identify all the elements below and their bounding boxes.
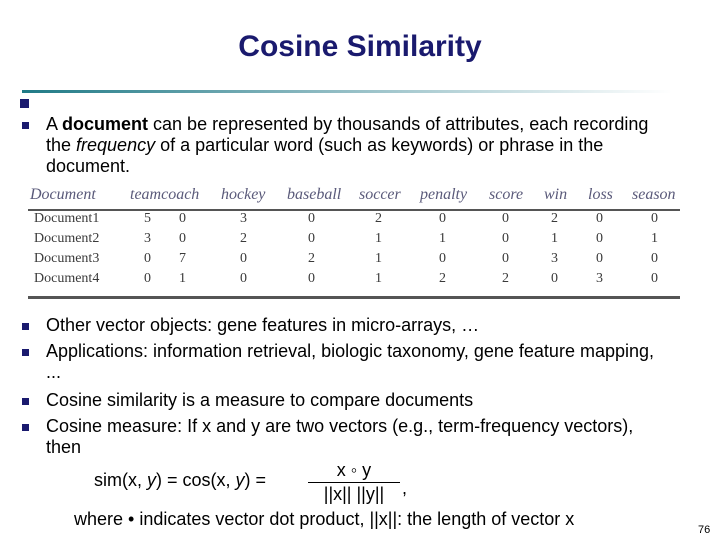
table-cell: 0	[179, 211, 186, 226]
table-cell: 0	[651, 271, 658, 286]
table-cell: 3	[551, 251, 558, 266]
table-cell: 0	[240, 271, 247, 286]
fraction-bar	[308, 482, 400, 483]
table-header-cell: soccer	[359, 186, 401, 203]
table-cell: 0	[596, 211, 603, 226]
bullet-marker	[22, 349, 29, 356]
table-row	[28, 249, 680, 269]
table-row-label: Document1	[34, 211, 100, 226]
bullet-document-representation: A document can be represented by thousands of attributes, each recording the frequency of a particular word (such as keywords) or phrase in the document.	[46, 114, 649, 176]
table-cell: 0	[144, 251, 151, 266]
table-cell: 0	[439, 211, 446, 226]
table-cell: 1	[551, 231, 558, 246]
table-cell: 2	[308, 251, 315, 266]
table-header-cell: hockey	[221, 186, 266, 203]
table-cell: 5	[144, 211, 151, 226]
table-cell: 1	[179, 271, 186, 286]
table-header-cell: score	[489, 186, 524, 203]
table-cell: 0	[144, 271, 151, 286]
formula-fraction	[308, 460, 400, 505]
table-row-label: Document2	[34, 231, 100, 246]
table-header-cell: teamcoach	[130, 186, 200, 203]
bullet-other-vectors: Other vector objects: gene features in micro-arrays, …	[46, 315, 480, 335]
formula-denominator: ||x|| ||y||	[323, 484, 385, 504]
bold-term: document	[62, 114, 149, 134]
formula-lhs: sim(x, y) = cos(x, y) =	[94, 470, 267, 490]
table-cell: 2	[375, 211, 382, 226]
table-cell: 3	[240, 211, 247, 226]
table-cell: 0	[240, 251, 247, 266]
table-row-label: Document4	[34, 271, 100, 286]
term-frequency-table	[28, 182, 680, 300]
table-header-cell: season	[632, 186, 676, 203]
table-row	[28, 229, 680, 249]
bullet-marker	[22, 424, 29, 431]
bullet-cosine-measure: Cosine measure: If x and y are two vectors (e.g., term-frequency vectors), then	[46, 416, 634, 457]
table-header-cell: loss	[588, 186, 613, 203]
table-cell: 0	[308, 271, 315, 286]
table-cell: 0	[651, 251, 658, 266]
bullet-marker-top	[20, 99, 29, 108]
table-cell: 0	[502, 211, 509, 226]
table-row-label: Document3	[34, 251, 100, 266]
bullet-marker	[22, 122, 29, 129]
italic-term: frequency	[76, 135, 156, 155]
table-cell: 2	[240, 231, 247, 246]
table-cell: 0	[308, 211, 315, 226]
table-cell: 3	[596, 271, 603, 286]
table-row	[28, 269, 680, 289]
bullet-applications: Applications: information retrieval, biologic taxonomy, gene feature mapping, ...	[46, 341, 655, 382]
bullet-cosine-similarity: Cosine similarity is a measure to compare documents	[46, 390, 474, 410]
table-cell: 0	[308, 231, 315, 246]
table-cell: 0	[596, 251, 603, 266]
table-header-cell: baseball	[287, 186, 342, 203]
table-cell: 2	[439, 271, 446, 286]
table-cell: 3	[144, 231, 151, 246]
bullet-marker	[22, 398, 29, 405]
bullet-marker	[22, 323, 29, 330]
table-cell: 2	[502, 271, 509, 286]
table-bottom-rule	[28, 296, 680, 299]
table-row	[28, 209, 680, 229]
table-cell: 0	[596, 231, 603, 246]
table-cell: 0	[502, 251, 509, 266]
formula-comma: ,	[402, 478, 408, 498]
formula-numerator: x ◦ y	[336, 460, 372, 480]
table-cell: 1	[651, 231, 658, 246]
formula-explanation: where • indicates vector dot product, ||x||: the length of vector x	[74, 509, 575, 529]
table-cell: 0	[439, 251, 446, 266]
table-header-cell: penalty	[420, 186, 468, 203]
table-cell: 1	[375, 251, 382, 266]
table-cell: 0	[502, 231, 509, 246]
table-cell: 7	[179, 251, 186, 266]
page-number: 76	[698, 524, 711, 536]
table-cell: 1	[375, 271, 382, 286]
table-cell: 2	[551, 211, 558, 226]
table-header-cell: Document	[30, 186, 96, 203]
table-cell: 0	[179, 231, 186, 246]
table-header-row	[28, 182, 680, 208]
table-cell: 1	[439, 231, 446, 246]
title-divider	[22, 90, 672, 93]
table-header-cell: win	[544, 186, 568, 203]
table-cell: 1	[375, 231, 382, 246]
table-cell: 0	[551, 271, 558, 286]
page-title: Cosine Similarity	[238, 30, 482, 63]
table-cell: 0	[651, 211, 658, 226]
